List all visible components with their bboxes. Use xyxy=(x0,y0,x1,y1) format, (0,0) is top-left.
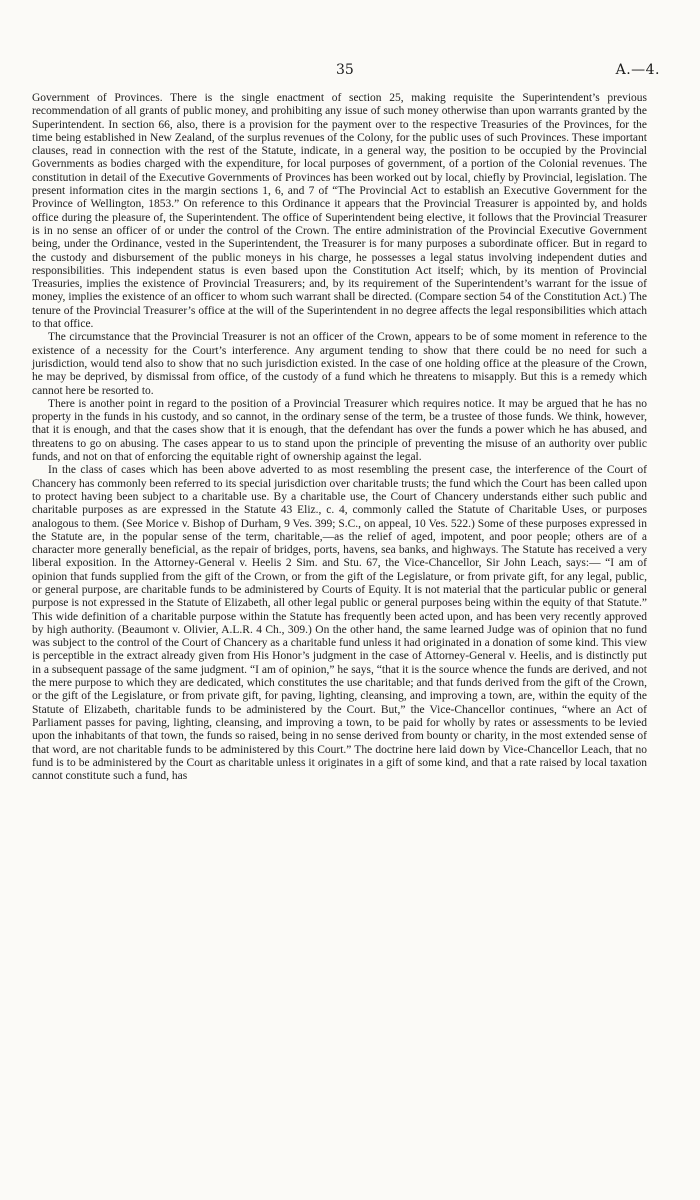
paragraph-2: The circumstance that the Provincial Treasurer is not an officer of the Crown, appears to be of some moment in reference to the existence of a necessity for the Court’s interference. Any argument tending to show that there could be no need for such a jurisdiction, would tend also to show that no such jurisdiction existed. In the case of one holding office at the pleasure of the Crown, he may be deprived, by dismissal from office, of the custody of a fund which he threatens to misapply. But this is a remedy which cannot here be resorted to. xyxy=(32,331,647,397)
paragraph-1: Government of Provinces. There is the single enactment of section 25, making requisite the Superintendent’s previous recommendation of all grants of public money, and prohibiting any issue of such money otherwise than upon warrants granted by the Superintendent. In section 66, also, there is a provision for the payment over to the respective Treasuries of the Provinces, for the time being established in New Zealand, of the surplus revenues of the Colony, for the public uses of such Provinces. These important clauses, read in connection with the rest of the Statute, indicate, in a general way, the position to be occupied by the Provincial Governments as bodies charged with the expenditure, for local purposes of government, of a portion of the Colonial revenues. The constitution in detail of the Executive Governments of Provinces has been worked out by local, chiefly by Provincial, legislation. The present information cites in the margin sections 1, 6, and 7 of “The Provincial Act to establish an Executive Government for the Province of Wellington, 1853.” On reference to this Ordinance it appears that the Provincial Treasurer is appointed by, and holds office during the pleasure of, the Superintendent. The office of Superintendent being elective, it follows that the Provincial Treasurer is in no sense an officer of or under the control of the Crown. The entire administration of the Provincial Executive Government being, under the Ordinance, vested in the Superintendent, the Treasurer is for many purposes a subordinate officer. But in regard to the custody and disbursement of the public moneys in his charge, he possesses a legal status involving independent duties and responsibilities. This independent status is even based upon the Constitution Act itself; which, by its mention of Provincial Treasuries, implies the existence of Provincial Treasurers; and, by its requirement of the Superintendent’s warrant for the issue of money, implies the existence of an officer to whom such warrant shall be directed. (Compare section 54 of the Constitution Act.) The tenure of the Provincial Treasurer’s office at the will of the Superintendent in no degree affects the legal responsibilities which attach to that office. xyxy=(32,92,647,331)
paragraph-4: In the class of cases which has been above adverted to as most resembling the present case, the interference of the Court of Chancery has commonly been referred to its special jurisdiction over charitable trusts; the fund which the Court has been called upon to protect having been subject to a charitable use. By a charitable use, the Court of Chancery understands either such public and charitable purposes as are expressed in the Statute 43 Eliz., c. 4, commonly called the Statute of Charitable Uses, or purposes analogous to them. (See Morice v. Bishop of Durham, 9 Ves. 399; S.C., on appeal, 10 Ves. 522.) Some of these purposes expressed in the Statute are, in the popular sense of the term, charitable,—as the relief of aged, impotent, and poor people; others are of a character more generally beneficial, as the repair of bridges, ports, havens, sea banks, and highways. The Statute has received a very liberal exposition. In the Attorney-General v. Heelis 2 Sim. and Stu. 67, the Vice-Chancellor, Sir John Leach, says:— “I am of opinion that funds supplied from the gift of the Crown, or from the gift of the Legislature, or from private gift, for any legal, public, or general purpose, are charitable funds to be administered by Courts of Equity. It is not material that the particular public or general purpose is not expressed in the Statute of Elizabeth, all other legal public or general purposes being within the equity of that Statute.” This wide definition of a charitable purpose within the Statute has frequently been acted upon, and has been very recently approved by high authority. (Beaumont v. Olivier, A.L.R. 4 Ch., 309.) On the other hand, the same learned Judge was of opinion that no fund was subject to the control of the Court of Chancery as a charitable fund unless it had originated in a donation of some kind. This view is perceptible in the extract already given from His Honor’s judgment in the case of Attorney-General v. Heelis, and is distinctly put in a subsequent passage of the same judgment. “I am of opinion,” he says, “that it is the source whence the funds are derived, and not the mere purpose to which they are dedicated, which constitutes the use charitable; and that funds derived from the gift of the Crown, or the gift of the Legislature, or from private gift, for paving, lighting, cleansing, and improving a town, are, within the equity of the Statute of Elizabeth, charitable funds to be administered by the Court. But,” the Vice-Chancellor continues, “where an Act of Parliament passes for paving, lighting, cleansing, and improving a town, to be paid for wholly by rates or assessments to be levied upon the inhabitants of that town, the funds so raised, being in no sense derived from bounty or charity, in the most extended sense of that word, are not charitable funds to be administered by this Court.” The doctrine here laid down by Vice-Chancellor Leach, that no fund is to be administered by the Court as charitable unless it originates in a gift of some kind, and that a rate raised by local taxation cannot constitute such a fund, has xyxy=(32,464,647,783)
paragraph-3: There is another point in regard to the position of a Provincial Treasurer which requires notice. It may be argued that he has no property in the funds in his custody, and so cannot, in the ordinary sense of the term, be a trustee of those funds. We think, however, that it is enough, and that the cases show that it is enough, that the defendant has over the funds a power which he has abused, and threatens to go on abusing. The cases appear to us to stand upon the principle of preventing the misuse of an authority over public funds, and not on that of enforcing the equitable right of ownership against the legal. xyxy=(32,397,647,464)
body-text xyxy=(32,92,647,783)
page-number: 35 xyxy=(336,62,354,78)
document-reference: A.—4. xyxy=(615,62,660,78)
page-header xyxy=(0,62,700,82)
